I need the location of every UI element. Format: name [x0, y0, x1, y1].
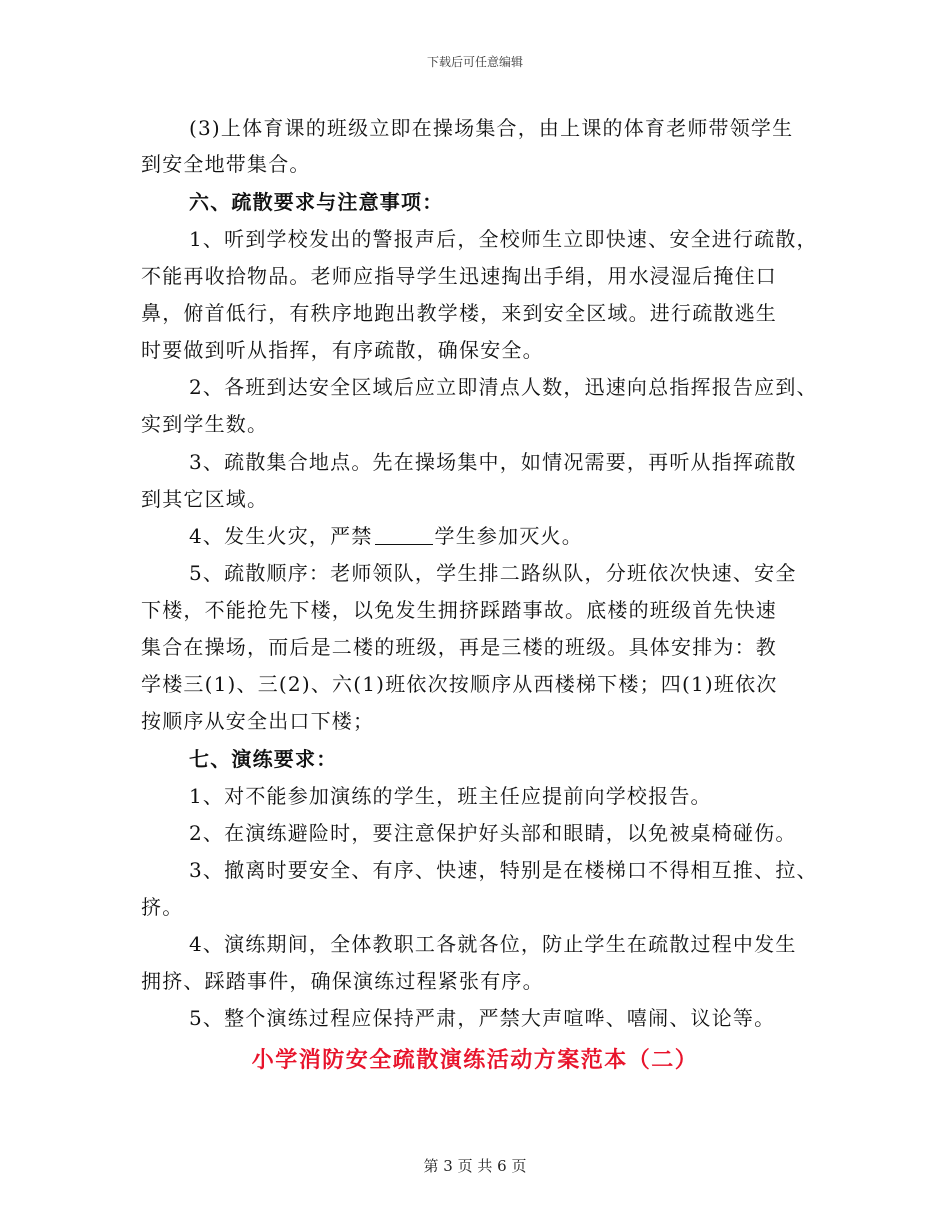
paragraph-line: 5、整个演练过程应保持严肃，严禁大声喧哗、嘻闹、议论等。 [189, 1006, 776, 1030]
paragraph-line: 鼻，俯首低行，有秩序地跑出教学楼，来到安全区域。进行疏散逃生 [141, 301, 777, 325]
paragraph-line: 学楼三(1)、三(2)、六(1)班依次按顺序从西楼梯下楼；四(1)班依次 [141, 672, 778, 696]
page-header: 下载后可任意编辑 [426, 55, 523, 69]
paragraph-line: 2、在演练避险时，要注意保护好头部和眼睛，以免被桌椅碰伤。 [189, 821, 797, 845]
paragraph-line: 时要做到听从指挥，有序疏散，确保安全。 [141, 338, 544, 362]
document-title: 小学消防安全疏散演练活动方案范本（二） [251, 1048, 699, 1073]
paragraph-line: 3、疏散集合地点。先在操场集中，如情况需要，再听从指挥疏散 [189, 450, 797, 474]
paragraph-line: 集合在操场，而后是二楼的班级，再是三楼的班级。具体安排为：教 [141, 635, 777, 659]
paragraph-line: 1、听到学校发出的警报声后，全校师生立即快速、安全进行疏散， [189, 227, 818, 251]
paragraph-line: 5、疏散顺序：老师领队，学生排二路纵队，分班依次快速、安全 [189, 561, 797, 585]
paragraph-line: 4、演练期间，全体教职工各就各位，防止学生在疏散过程中发生 [189, 932, 797, 956]
paragraph-line: 实到学生数。 [141, 412, 269, 436]
line-text-before-blank: 4、发生火灾，严禁 [189, 524, 373, 548]
fill-blank [375, 544, 433, 545]
paragraph-line [189, 526, 583, 546]
paragraph-line: 到安全地带集合。 [141, 152, 311, 176]
paragraph-line: 不能再收拾物品。老师应指导学生迅速掏出手绢，用水浸湿后掩住口 [141, 264, 777, 288]
paragraph-line: 拥挤、踩踏事件，确保演练过程紧张有序。 [141, 969, 544, 993]
section-heading: 七、演练要求： [189, 747, 338, 771]
paragraph-line: 挤。 [141, 895, 184, 919]
paragraph-line: 按顺序从安全出口下楼； [141, 709, 375, 733]
paragraph-line: 3、撤离时要安全、有序、快速，特别是在楼梯口不得相互推、拉、 [189, 858, 818, 882]
paragraph-line: 1、对不能参加演练的学生，班主任应提前向学校报告。 [189, 784, 712, 808]
paragraph-line: 2、各班到达安全区域后应立即清点人数，迅速向总指挥报告应到、 [189, 375, 818, 399]
paragraph-line: 下楼，不能抢先下楼，以免发生拥挤踩踏事故。底楼的班级首先快速 [141, 598, 777, 622]
section-heading: 六、疏散要求与注意事项： [189, 190, 444, 214]
paragraph-line: 到其它区域。 [141, 487, 269, 511]
line-text-after-blank: 学生参加灭火。 [434, 524, 583, 548]
paragraph-line: (3)上体育课的班级立即在操场集合，由上课的体育老师带领学生 [189, 116, 794, 140]
page-footer: 第 3 页 共 6 页 [423, 1157, 527, 1175]
